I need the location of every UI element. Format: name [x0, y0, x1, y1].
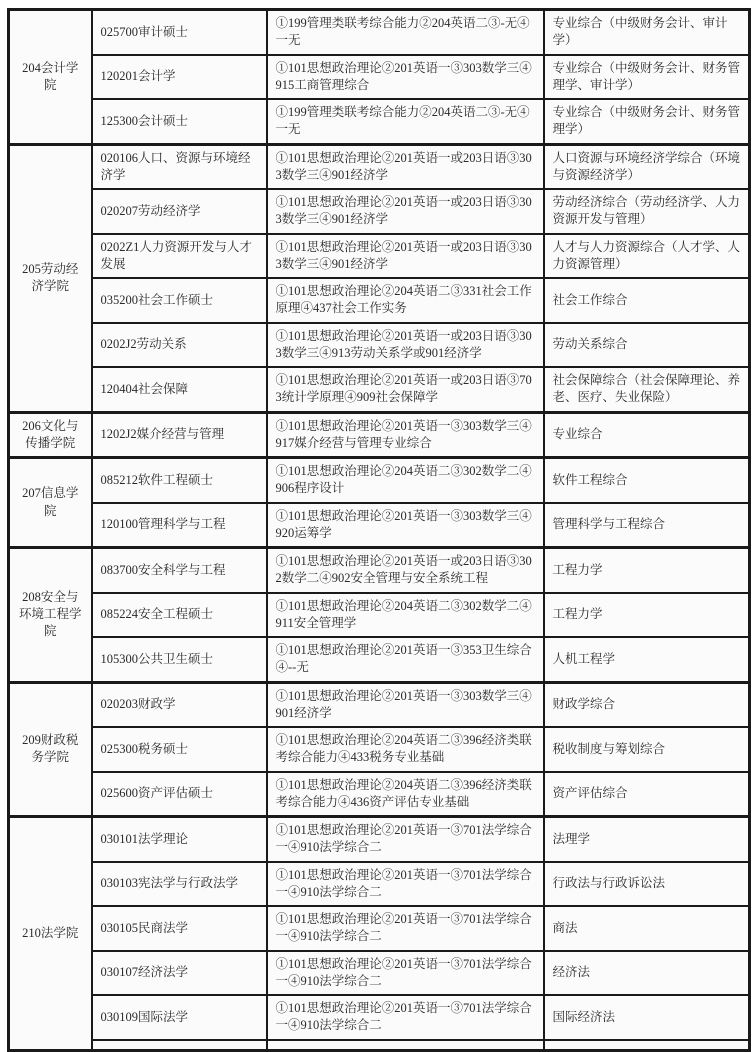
table-body — [9, 10, 750, 1051]
table-row — [9, 367, 750, 412]
table-row — [9, 862, 750, 907]
empty-cell — [92, 1040, 267, 1051]
comprehensive-subject-cell: 专业综合（中级财务会计、审计学） — [544, 10, 750, 55]
program-cell: 105300公共卫生硕士 — [92, 637, 267, 682]
empty-cell — [267, 1040, 544, 1051]
college-cell: 208安全与环境工程学院 — [9, 548, 92, 683]
exam-subjects-cell: ①101思想政治理论②201英语一或203日语③303数学三④901经济学 — [267, 234, 544, 279]
comprehensive-subject-cell: 劳动关系综合 — [544, 323, 750, 368]
comprehensive-subject-cell: 人口资源与环境经济学综合（环境与资源经济学） — [544, 144, 750, 189]
exam-subjects-cell: ①101思想政治理论②201英语一或203日语③303数学三④913劳动关系学或901经济学 — [267, 323, 544, 368]
table-row — [9, 772, 750, 817]
college-cell: 205劳动经济学院 — [9, 144, 92, 412]
table-row — [9, 727, 750, 772]
comprehensive-subject-cell: 人机工程学 — [544, 637, 750, 682]
empty-cell — [544, 1040, 750, 1051]
comprehensive-subject-cell: 工程力学 — [544, 548, 750, 593]
exam-subjects-cell: ①101思想政治理论②201英语一或203日语③303数学三④901经济学 — [267, 189, 544, 234]
table-row — [9, 55, 750, 100]
program-cell: 120404社会保障 — [92, 367, 267, 412]
exam-subjects-cell: ①101思想政治理论②201英语一③353卫生综合④--无 — [267, 637, 544, 682]
comprehensive-subject-cell: 经济法 — [544, 951, 750, 996]
program-cell: 025600资产评估硕士 — [92, 772, 267, 817]
comprehensive-subject-cell: 专业综合 — [544, 412, 750, 458]
exam-subjects-cell: ①101思想政治理论②204英语二③302数学二④906程序设计 — [267, 458, 544, 503]
comprehensive-subject-cell: 软件工程综合 — [544, 458, 750, 503]
table-row — [9, 906, 750, 951]
comprehensive-subject-cell: 管理科学与工程综合 — [544, 503, 750, 548]
college-cell: 207信息学院 — [9, 458, 92, 548]
exam-subjects-cell: ①101思想政治理论②201英语一或203日语③303数学三④901经济学 — [267, 144, 544, 189]
exam-subjects-cell: ①101思想政治理论②201英语一③701法学综合一④910法学综合二 — [267, 951, 544, 996]
table-row — [9, 951, 750, 996]
exam-subjects-cell: ①101思想政治理论②201英语一③701法学综合一④910法学综合二 — [267, 995, 544, 1040]
program-cell: 020106人口、资源与环境经济学 — [92, 144, 267, 189]
comprehensive-subject-cell: 社会工作综合 — [544, 278, 750, 323]
program-cell: 035200社会工作硕士 — [92, 278, 267, 323]
table-row — [9, 412, 750, 458]
exam-subjects-cell: ①101思想政治理论②204英语二③396经济类联考综合能力④433税务专业基础 — [267, 727, 544, 772]
table-row — [9, 593, 750, 638]
comprehensive-subject-cell: 劳动经济综合（劳动经济学、人力资源开发与管理） — [544, 189, 750, 234]
table-row — [9, 995, 750, 1040]
exam-subjects-cell: ①101思想政治理论②201英语一③303数学三④915工商管理综合 — [267, 55, 544, 100]
program-cell: 030103宪法学与行政法学 — [92, 862, 267, 907]
program-cell: 030109国际法学 — [92, 995, 267, 1040]
comprehensive-subject-cell: 法理学 — [544, 817, 750, 862]
college-cell: 209财政税务学院 — [9, 682, 92, 817]
exam-subjects-cell: ①101思想政治理论②201英语一或203日语③302数学二④902安全管理与安全系统工程 — [267, 548, 544, 593]
table-row — [9, 637, 750, 682]
exam-subjects-cell: ①101思想政治理论②201英语一或203日语③703统计学原理④909社会保障学 — [267, 367, 544, 412]
program-cell: 0202J2劳动关系 — [92, 323, 267, 368]
table-row — [9, 458, 750, 503]
program-cell: 025700审计硕士 — [92, 10, 267, 55]
college-cell: 204会计学院 — [9, 10, 92, 145]
program-cell: 120100管理科学与工程 — [92, 503, 267, 548]
table-row — [9, 548, 750, 593]
program-cell: 085212软件工程硕士 — [92, 458, 267, 503]
exam-subjects-cell: ①199管理类联考综合能力②204英语二③-无④一无 — [267, 99, 544, 144]
table-row — [9, 144, 750, 189]
exam-subjects-cell: ①199管理类联考综合能力②204英语二③-无④一无 — [267, 10, 544, 55]
comprehensive-subject-cell: 国际经济法 — [544, 995, 750, 1040]
exam-subjects-cell: ①101思想政治理论②201英语一③701法学综合一④910法学综合二 — [267, 862, 544, 907]
college-cell: 210法学院 — [9, 817, 92, 1051]
comprehensive-subject-cell: 行政法与行政诉讼法 — [544, 862, 750, 907]
program-cell: 083700安全科学与工程 — [92, 548, 267, 593]
exam-subjects-cell: ①101思想政治理论②204英语二③302数学二④911安全管理学 — [267, 593, 544, 638]
comprehensive-subject-cell: 专业综合（中级财务会计、财务管理学、审计学） — [544, 55, 750, 100]
exam-subjects-cell: ①101思想政治理论②201英语一③303数学三④920运筹学 — [267, 503, 544, 548]
exam-subjects-cell: ①101思想政治理论②201英语一③701法学综合一④910法学综合二 — [267, 906, 544, 951]
exam-subjects-cell: ①101思想政治理论②204英语二③396经济类联考综合能力④436资产评估专业基础 — [267, 772, 544, 817]
comprehensive-subject-cell: 专业综合（中级财务会计、财务管理学） — [544, 99, 750, 144]
program-cell: 020207劳动经济学 — [92, 189, 267, 234]
exam-subjects-cell: ①101思想政治理论②201英语一③303数学三④917媒介经营与管理专业综合 — [267, 412, 544, 458]
program-cell: 025300税务硕士 — [92, 727, 267, 772]
table-row — [9, 10, 750, 55]
comprehensive-subject-cell: 财政学综合 — [544, 682, 750, 727]
table-row — [9, 278, 750, 323]
partial-cutoff-row — [9, 1040, 750, 1051]
program-cell: 120201会计学 — [92, 55, 267, 100]
table-row — [9, 817, 750, 862]
program-cell: 0202Z1人力资源开发与人才发展 — [92, 234, 267, 279]
program-cell: 030107经济法学 — [92, 951, 267, 996]
program-cell: 085224安全工程硕士 — [92, 593, 267, 638]
program-cell: 030101法学理论 — [92, 817, 267, 862]
college-cell: 206文化与传播学院 — [9, 412, 92, 458]
table-row — [9, 323, 750, 368]
program-cell: 1202J2媒介经营与管理 — [92, 412, 267, 458]
exam-subjects-cell: ①101思想政治理论②201英语一③303数学三④901经济学 — [267, 682, 544, 727]
exam-subjects-cell: ①101思想政治理论②201英语一③701法学综合一④910法学综合二 — [267, 817, 544, 862]
table-row — [9, 99, 750, 144]
comprehensive-subject-cell: 工程力学 — [544, 593, 750, 638]
comprehensive-subject-cell: 商法 — [544, 906, 750, 951]
exam-subjects-cell: ①101思想政治理论②204英语二③331社会工作原理④437社会工作实务 — [267, 278, 544, 323]
table-row — [9, 503, 750, 548]
table-row — [9, 682, 750, 727]
program-cell: 020203财政学 — [92, 682, 267, 727]
table-row — [9, 234, 750, 279]
program-cell: 030105民商法学 — [92, 906, 267, 951]
comprehensive-subject-cell: 税收制度与筹划综合 — [544, 727, 750, 772]
comprehensive-subject-cell: 资产评估综合 — [544, 772, 750, 817]
table-row — [9, 189, 750, 234]
comprehensive-subject-cell: 人才与人力资源综合（人才学、人力资源管理） — [544, 234, 750, 279]
comprehensive-subject-cell: 社会保障综合（社会保障理论、养老、医疗、失业保险） — [544, 367, 750, 412]
admission-exam-subjects-table — [7, 8, 751, 1052]
program-cell: 125300会计硕士 — [92, 99, 267, 144]
